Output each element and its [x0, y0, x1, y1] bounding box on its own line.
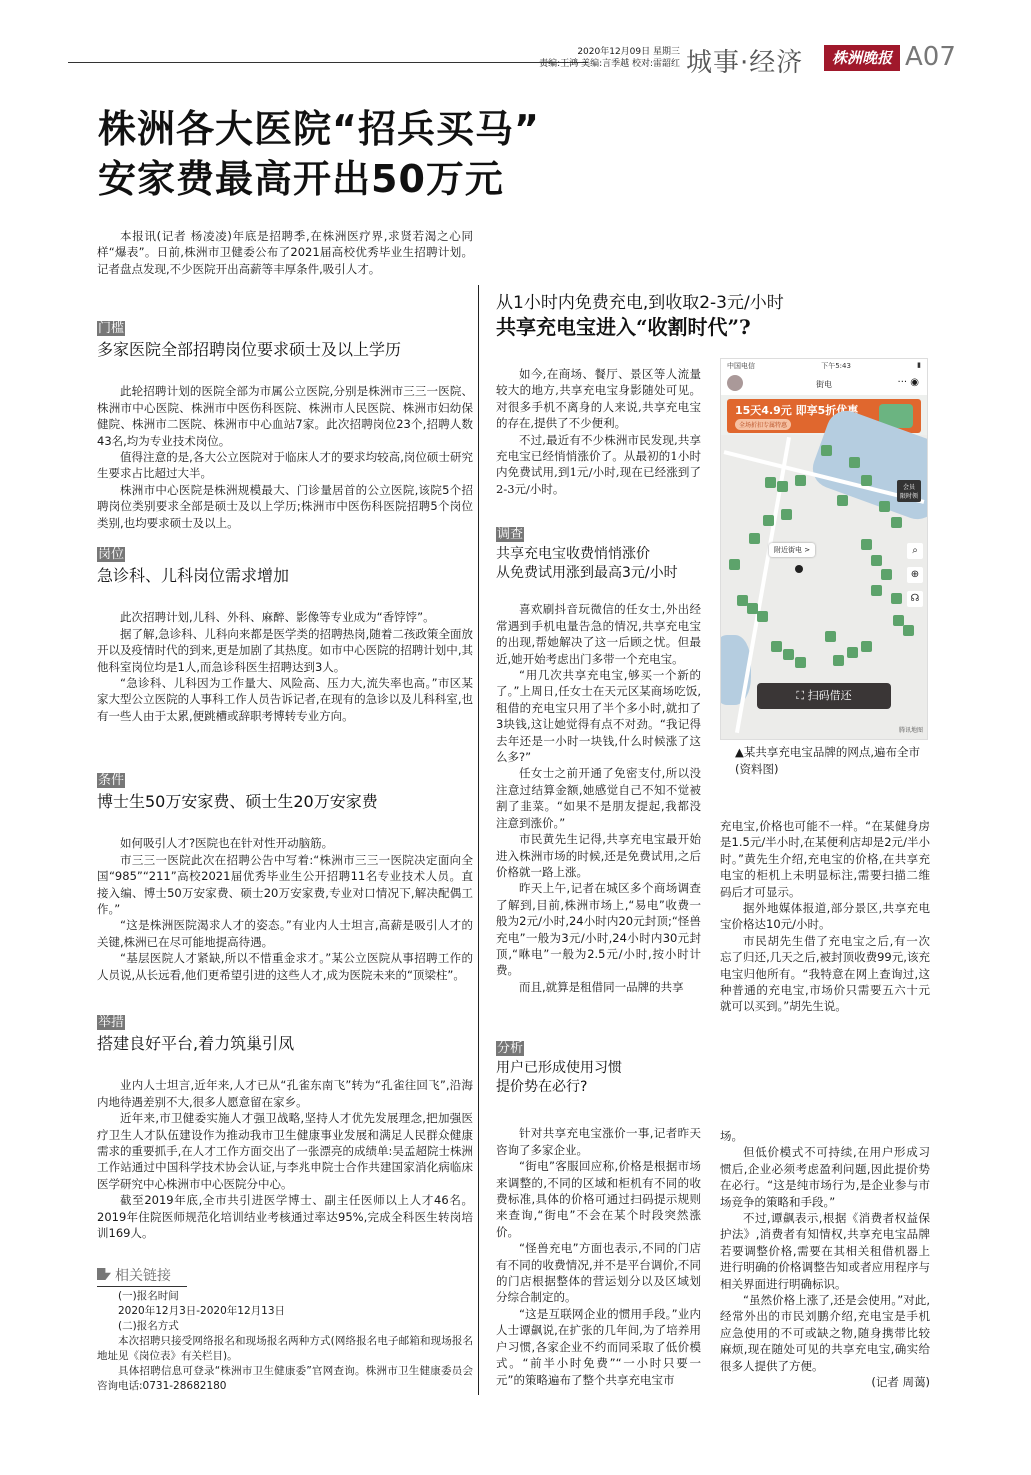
paragraph: 昨天上午,记者在城区多个商场调查了解到,目前,株洲市场上,“易电”收费一般为2元/小时,24小时内20元封顶;“怪兽充电”一般为3元/小时,24小时内30元封顶,“咻电”一般为2.5元/小时,按小时计费。 [496, 881, 701, 978]
paragraph: “基层医院人才紧缺,所以不惜重金求才。”某公立医院从事招聘工作的人员说,从长远看,他们更希望引进的这些人才,成为医院未来的“顶梁柱”。 [97, 951, 473, 982]
station-pin [849, 457, 860, 468]
section-subhead: 搭建良好平台,着力筑巢引凤 [97, 1034, 295, 1054]
related-line: (二)报名方式 [118, 1320, 179, 1332]
paragraph: 针对共享充电宝涨价一事,记者昨天咨询了多家企业。 [496, 1126, 701, 1157]
survey-continued [720, 818, 930, 1015]
paragraph: 值得注意的是,各大公立医院对于临床人才的要求均较高,岗位硕士研究生要求占比超过大半。 [97, 450, 473, 481]
promo-banner: 15天4.9元 即享5折优惠 全场折扣专属特惠 [727, 399, 921, 433]
analysis-continued [720, 1128, 930, 1391]
paragraph: 市民胡先生借了充电宝之后,有一次忘了归还,几天之后,被封顶收费99元,该充电宝归他所有。“我特意在网上查询过,这种普通的充电宝,市场价只需要五六十元就可以买到。”胡先生说。 [720, 933, 930, 1014]
location-pin-icon [795, 565, 803, 573]
station-pin [749, 533, 760, 544]
arrow-icon [97, 1268, 111, 1280]
section-subhead-2: 提价势在必行? [496, 1079, 588, 1096]
headline-line-2: 安家费最高开出50万元 [98, 157, 504, 201]
station-pin [777, 481, 788, 492]
second-intro [496, 366, 701, 497]
station-pin [795, 657, 806, 668]
paragraph: 株洲市中心医院是株洲规模最大、门诊量居首的公立医院,该院5个招聘岗位类别要求全部是硕士及以上学历;株洲市中医伤科医院招聘5个岗位类别,也均要求硕士及以上。 [97, 482, 473, 530]
paragraph: 但低价模式不可持续,在用户形成习惯后,企业必须考虑盈利问题,因此提价势在必行。“这是纯市场行为,是企业参与市场竞争的策略和手段。” [720, 1145, 930, 1209]
section-subhead: 多家医院全部招聘岗位要求硕士及以上学历 [97, 340, 402, 360]
station-pin [729, 559, 740, 570]
support-icon: ☊ [907, 591, 923, 607]
paragraph: 如何吸引人才?医院也在针对性开动脑筋。 [120, 836, 334, 851]
paragraph: 近年来,市卫健委实施人才强卫战略,坚持人才优先发展理念,把加强医疗卫生人才队伍建设作为推动我市卫生健康事业发展和满足人民群众健康需求的重要抓手,在人才工作方面交出了一张漂亮的成绩单:吴孟超院士株洲工作站通过中国科学技术协会认证,与李兆申院士合作共建国家消化病临床医学研究中心株洲市中心医院分中心。 [97, 1111, 473, 1191]
station-pin [763, 515, 774, 526]
paragraph: 截至2019年底,全市共引进医学博士、副主任医师以上人才46名。2019年住院医师规范化培训结业考核通过率达95%,完成全科医生转岗培训169人。 [97, 1193, 473, 1241]
station-pin [771, 641, 782, 652]
related-line: 具体招聘信息可登录“株洲市卫生健康委”官网查询。株洲市卫生健康委员会咨询电话:0731-28682180 [97, 1365, 473, 1392]
paragraph: “这是互联网企业的惯用手段。”业内人士谭飙说,在扩张的几年间,为了培养用户习惯,各家企业不约而同采取了低价模式。“前半小时免费”“一小时只要一元”的策略遍布了整个共享充电宝市 [496, 1306, 701, 1387]
second-article-kicker: 从1小时内免费充电,到收取2-3元/小时 [496, 293, 784, 313]
station-pin [847, 647, 858, 658]
locate-icon: ⊕ [907, 567, 923, 583]
station-pin [781, 509, 792, 520]
paragraph: “急诊科、儿科因为工作量大、风险高、压力大,流失率也高。”市区某家大型公立医院的人事科工作人员告诉记者,在现有的急诊以及儿科科室,也有一些人由于太累,便跳槽或辞职考博转专业方向。 [97, 676, 473, 723]
main-headline [98, 104, 658, 204]
section-conditions [97, 772, 473, 983]
paragraph: 市三三一医院此次在招聘公告中写着:“株洲市三三一医院决定面向全国“985”“211”高校2021届优秀毕业生公开招聘11名专业技术人员。直接入编、博士50万安家费、硕士20万安家费,专业对口情况下,解决配偶工作。” [97, 852, 473, 917]
station-pin [795, 475, 806, 486]
phone-status-bar: 中国电信 下午5:43 ▮ [721, 359, 927, 373]
section-analysis [496, 1040, 701, 1388]
station-pin [871, 585, 882, 596]
section-subhead: 博士生50万安家费、硕士生20万安家费 [97, 792, 378, 812]
section-subhead-2: 从免费试用涨到最高3元/小时 [496, 565, 678, 582]
paragraph: 据外地媒体报道,部分景区,共享充电宝价格达10元/小时。 [720, 901, 930, 932]
station-pin [861, 475, 872, 486]
paragraph: “这是株洲医院渴求人才的姿态。”有业内人士坦言,高薪是吸引人才的关键,株洲已在尽可能地提高待遇。 [97, 918, 473, 949]
station-pin [833, 655, 844, 666]
section-subhead-1: 用户已形成使用习惯 [496, 1060, 622, 1077]
main-lead [97, 228, 473, 277]
section-measures [97, 1014, 473, 1241]
station-pin [825, 631, 836, 642]
member-badge: 会员 限时领 [897, 480, 921, 502]
paragraph: 喜欢刷抖音玩微信的任女士,外出经常遇到手机电量告急的情况,共享充电宝的出现,帮她解决了这一后顾之忧。但最近,她开始考虑出门多带一个充电宝。 [496, 602, 701, 666]
section-tag: 门槛 [98, 321, 125, 336]
masthead-info [530, 46, 680, 70]
section-tag: 条件 [98, 773, 125, 788]
station-pin [783, 649, 794, 660]
byline: (记者 周蔼) [871, 1375, 930, 1390]
station-pin [757, 611, 768, 622]
headline-line-1: 株洲各大医院“招兵买马” [98, 107, 540, 151]
paragraph: “街电”客服回应称,价格是根据市场来调整的,不同的区域和柜机有不同的收费标准,具体的价格可通过扫码提示规则来查询,“街电”不会在某个时段突然涨价。 [496, 1159, 701, 1239]
paragraph: 市民黄先生记得,共享充电宝最开始进入株洲市场的时候,还是免费试用,之后价格就一路上涨。 [496, 832, 701, 879]
station-pin [903, 625, 914, 636]
photo-caption: ▲某共享充电宝品牌的网点,遍布全市(资料图) [735, 745, 920, 776]
scan-borrow-button: ⛶ 扫码借还 [757, 683, 891, 709]
section-subhead: 急诊科、儿科岗位需求增加 [97, 566, 290, 586]
paragraph: 据了解,急诊科、儿科向来都是医学类的招聘热岗,随着二孩政策全面放开以及疫情时代的到来,更是加剧了其热度。如市中心医院的招聘计划中,其他科室岗位均是1人,而急诊科医生招聘达到3人。 [97, 626, 473, 674]
map-view [721, 435, 927, 739]
section-threshold [97, 320, 473, 531]
paragraph: 业内人士坦言,近年来,人才已从“孔雀东南飞”转为“孔雀往回飞”,沿海内地待遇差别不大,很多人愿意留在家乡。 [97, 1078, 473, 1109]
station-pin [893, 615, 904, 626]
station-pin [881, 569, 892, 580]
section-title: 城事·经济 [686, 48, 804, 78]
station-pin [871, 555, 882, 566]
nearby-stations-label: 附近街电 > [769, 543, 815, 557]
station-pin [879, 501, 890, 512]
paragraph: 如今,在商场、餐厅、景区等人流量较大的地方,共享充电宝身影随处可见。对很多手机不离身的人来说,共享充电宝的存在,提供了不少便利。 [496, 367, 701, 431]
section-positions [97, 546, 473, 724]
section-survey [496, 526, 701, 995]
issue-date: 2020年12月09日 星期三 [577, 47, 680, 57]
paragraph: 此次招聘计划,儿科、外科、麻醉、影像等专业成为“香饽饽”。 [120, 610, 435, 625]
app-title: 街电 [816, 379, 832, 389]
battery-icon: ▮ [917, 361, 921, 369]
station-pin [837, 495, 848, 506]
app-screenshot-photo [720, 358, 928, 740]
station-pin [861, 641, 872, 652]
station-pin [891, 517, 902, 528]
station-pin [891, 593, 902, 604]
related-line: 2020年12月3日-2020年12月13日 [118, 1305, 285, 1317]
paragraph: 场。 [720, 1129, 743, 1143]
second-article-headline: 共享充电宝进入“收割时代”? [496, 315, 751, 339]
section-subhead-1: 共享充电宝收费悄悄涨价 [496, 546, 650, 563]
avatar [727, 375, 743, 391]
paragraph: “怪兽充电”方面也表示,不同的门店有不同的收费情况,并不是平台调价,不同的门店根据整体的营运划分以及区域划分综合制定的。 [496, 1241, 701, 1305]
search-icon: ⌕ [907, 543, 923, 559]
related-links-title: 相关链接 [97, 1268, 187, 1287]
top-rule [68, 62, 588, 63]
paragraph: 而且,就算是租借同一品牌的共享 [519, 979, 684, 994]
station-pin [765, 477, 776, 488]
section-tag: 岗位 [98, 547, 125, 562]
app-nav-bar [721, 373, 927, 395]
editor-credits: 责编:王鸿 美编:言季越 校对:雷韶红 [539, 59, 680, 69]
lead-paragraph: 本报讯(记者 杨凌凌)年底是招聘季,在株洲医疗界,求贤若渴之心同样“爆表”。日前,株洲市卫健委公布了2021届高校优秀毕业生招聘计划。记者盘点发现,不少医院开出高薪等丰厚条件,吸引人才。 [97, 229, 473, 276]
paragraph: “用几次共享充电宝,够买一个新的了。”上周日,任女士在天元区某商场吃饭,租借的充电宝只用了半个多小时,就扣了3块钱,这让她觉得有点不对劲。“我记得去年还是一小时一块钱,什么时候涨了这么多?” [496, 668, 701, 765]
related-line: (一)报名时间 [118, 1290, 179, 1302]
map-credit: 腾讯地图 [898, 727, 923, 734]
section-tag: 分析 [497, 1041, 524, 1056]
paragraph: 充电宝,价格也可能不一样。“在某健身房是1.5元/半小时,在某便利店却是2元/半小时。”黄先生介绍,充电宝的价格,在共享充电宝的柜机上未明显标注,需要扫描二维码后才可显示。 [720, 819, 930, 899]
related-links [97, 1268, 473, 1394]
paragraph: “虽然价格上涨了,还是会使用。”对此,经常外出的市民刘鹏介绍,充电宝是手机应急使用的不可或缺之物,随身携带比较麻烦,现在随处可见的共享充电宝,确实给很多人提供了方便。 [720, 1293, 930, 1373]
newspaper-logo: 株洲晚报 [824, 45, 900, 71]
paragraph: 此轮招聘计划的医院全部为市属公立医院,分别是株洲市三三一医院、株洲市中心医院、株洲市中医伤科医院、株洲市人民医院、株洲市妇幼保健院、株洲市二医院、株洲市中心血站7家。此次招聘岗位23个,招聘人数43名,均为专业技术岗位。 [97, 384, 473, 448]
station-pin [821, 445, 832, 456]
related-line: 本次招聘只接受网络报名和现场报名两种方式(网络报名电子邮箱和现场报名地址见《岗位表》有关栏目)。 [97, 1335, 473, 1362]
scan-icon: ⛶ [796, 689, 808, 702]
page-number: A07 [905, 42, 956, 72]
paragraph: 不过,最近有不少株洲市民发现,共享充电宝已经悄悄涨价了。从最初的1小时内免费试用,到1元/小时,现在已经涨到了2-3元/小时。 [496, 432, 701, 496]
column-divider [478, 285, 479, 1395]
section-tag: 调查 [497, 527, 524, 542]
paragraph: 任女士之前开通了免密支付,所以没注意过结算金额,她感觉自己不知不觉被割了韭菜。“如果不是朋友提起,我都没注意到涨价。” [496, 766, 701, 830]
more-icon: ··· ◉ [897, 377, 919, 388]
section-tag: 举措 [98, 1015, 125, 1030]
station-pin [861, 539, 872, 550]
paragraph: 不过,谭飙表示,根据《消费者权益保护法》,消费者有知情权,共享充电宝品牌若要调整价格,需要在其相关租借机器上进行明确的价格调整告知或者应用程序与相关界面进行明确标识。 [720, 1211, 930, 1291]
